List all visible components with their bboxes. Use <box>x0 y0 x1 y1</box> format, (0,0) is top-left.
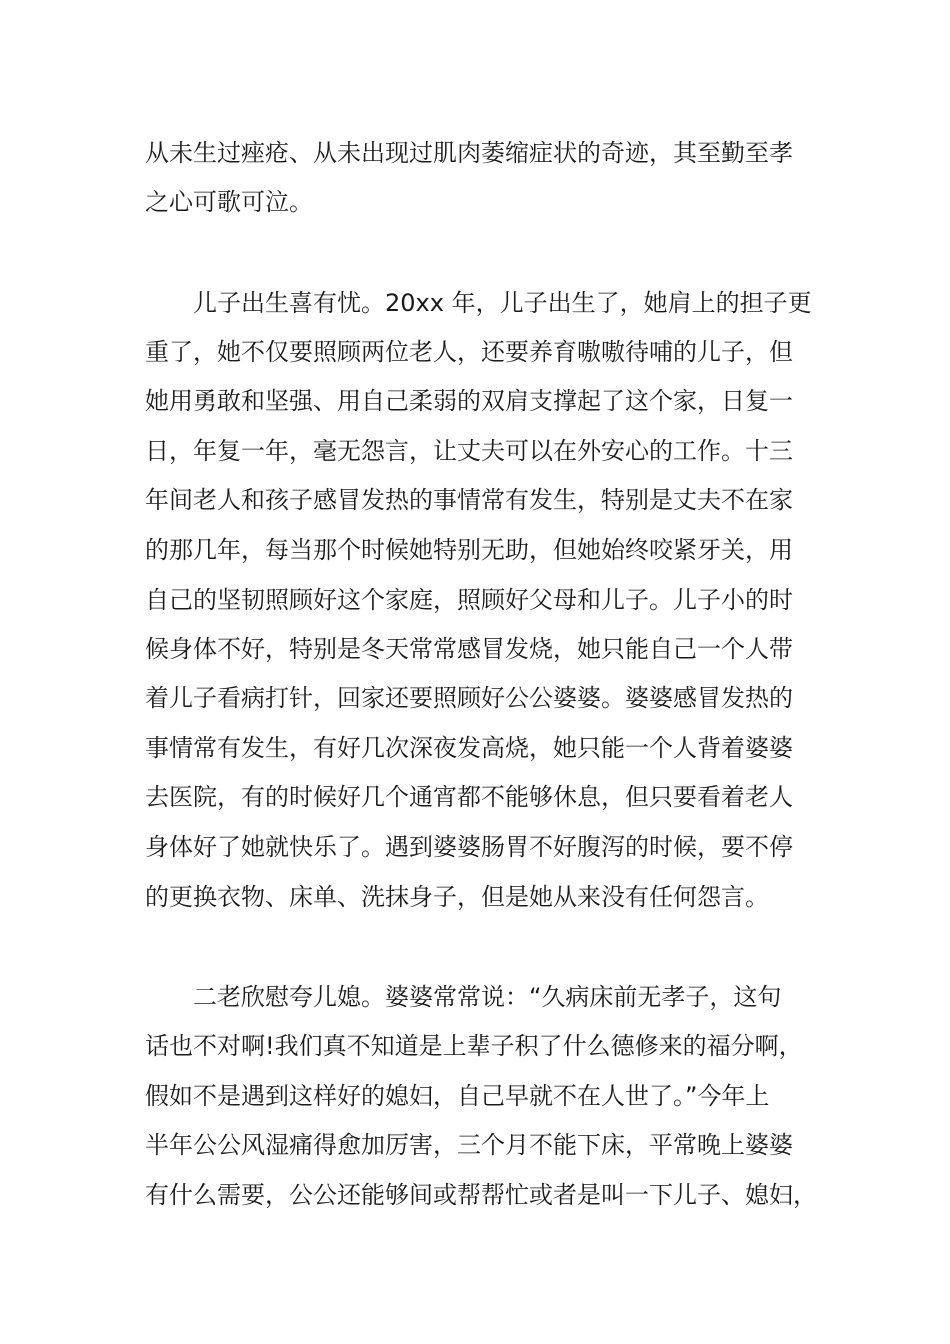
paragraph-1-line-2: 之心可歌可泣。 <box>145 188 313 216</box>
paragraph-2-line-1: 儿子出生喜有忧。20xx 年，儿子出生了，她肩上的担子更 <box>193 289 812 317</box>
paragraph-2-line-13: 的更换衣物、床单、洗抹身子，但是她从来没有任何怨言。 <box>145 883 769 911</box>
paragraph-2-line-10: 事情常有发生，有好几次深夜发高烧，她只能一个人背着婆婆 <box>145 734 793 762</box>
paragraph-2-line-9: 着儿子看病打针，回家还要照顾好公公婆婆。婆婆感冒发热的 <box>145 684 793 712</box>
paragraph-2-line-7: 自己的坚韧照顾好这个家庭，照顾好父母和儿子。儿子小的时 <box>145 586 793 614</box>
paragraph-2-line-3: 她用勇敢和坚强、用自己柔弱的双肩支撑起了这个家，日复一 <box>145 387 793 415</box>
paragraph-2-line-4: 日，年复一年，毫无怨言，让丈夫可以在外安心的工作。十三 <box>145 437 793 465</box>
paragraph-2-line-6: 的那几年，每当那个时候她特别无助，但她始终咬紧牙关，用 <box>145 536 793 564</box>
paragraph-3-line-2: 话也不对啊!我们真不知道是上辈子积了什么德修来的福分啊， <box>145 1032 803 1060</box>
paragraph-3-line-5: 有什么需要，公公还能够间或帮帮忙或者是叫一下儿子、媳妇， <box>145 1181 817 1209</box>
paragraph-2-line-2: 重了，她不仅要照顾两位老人，还要养育嗷嗷待哺的儿子，但 <box>145 338 793 366</box>
paragraph-3-line-4: 半年公公风湿痛得愈加厉害，三个月不能下床，平常晚上婆婆 <box>145 1131 793 1159</box>
paragraph-2-line-12: 身体好了她就快乐了。遇到婆婆肠胃不好腹泻的时候，要不停 <box>145 833 793 861</box>
paragraph-1-line-1: 从未生过痤疮、从未出现过肌肉萎缩症状的奇迹，其至勤至孝 <box>145 139 793 167</box>
paragraph-2-line-8: 候身体不好，特别是冬天常常感冒发烧，她只能自己一个人带 <box>145 635 793 663</box>
paragraph-3-line-1: 二老欣慰夸儿媳。婆婆常常说：“久病床前无孝子，这句 <box>193 983 782 1011</box>
paragraph-2-line-11: 去医院，有的时候好几个通宵都不能够休息，但只要看着老人 <box>145 783 793 811</box>
paragraph-2-line-5: 年间老人和孩子感冒发热的事情常有发生，特别是丈夫不在家 <box>145 486 793 514</box>
paragraph-3-line-3: 假如不是遇到这样好的媳妇，自己早就不在人世了。”今年上 <box>145 1082 770 1110</box>
